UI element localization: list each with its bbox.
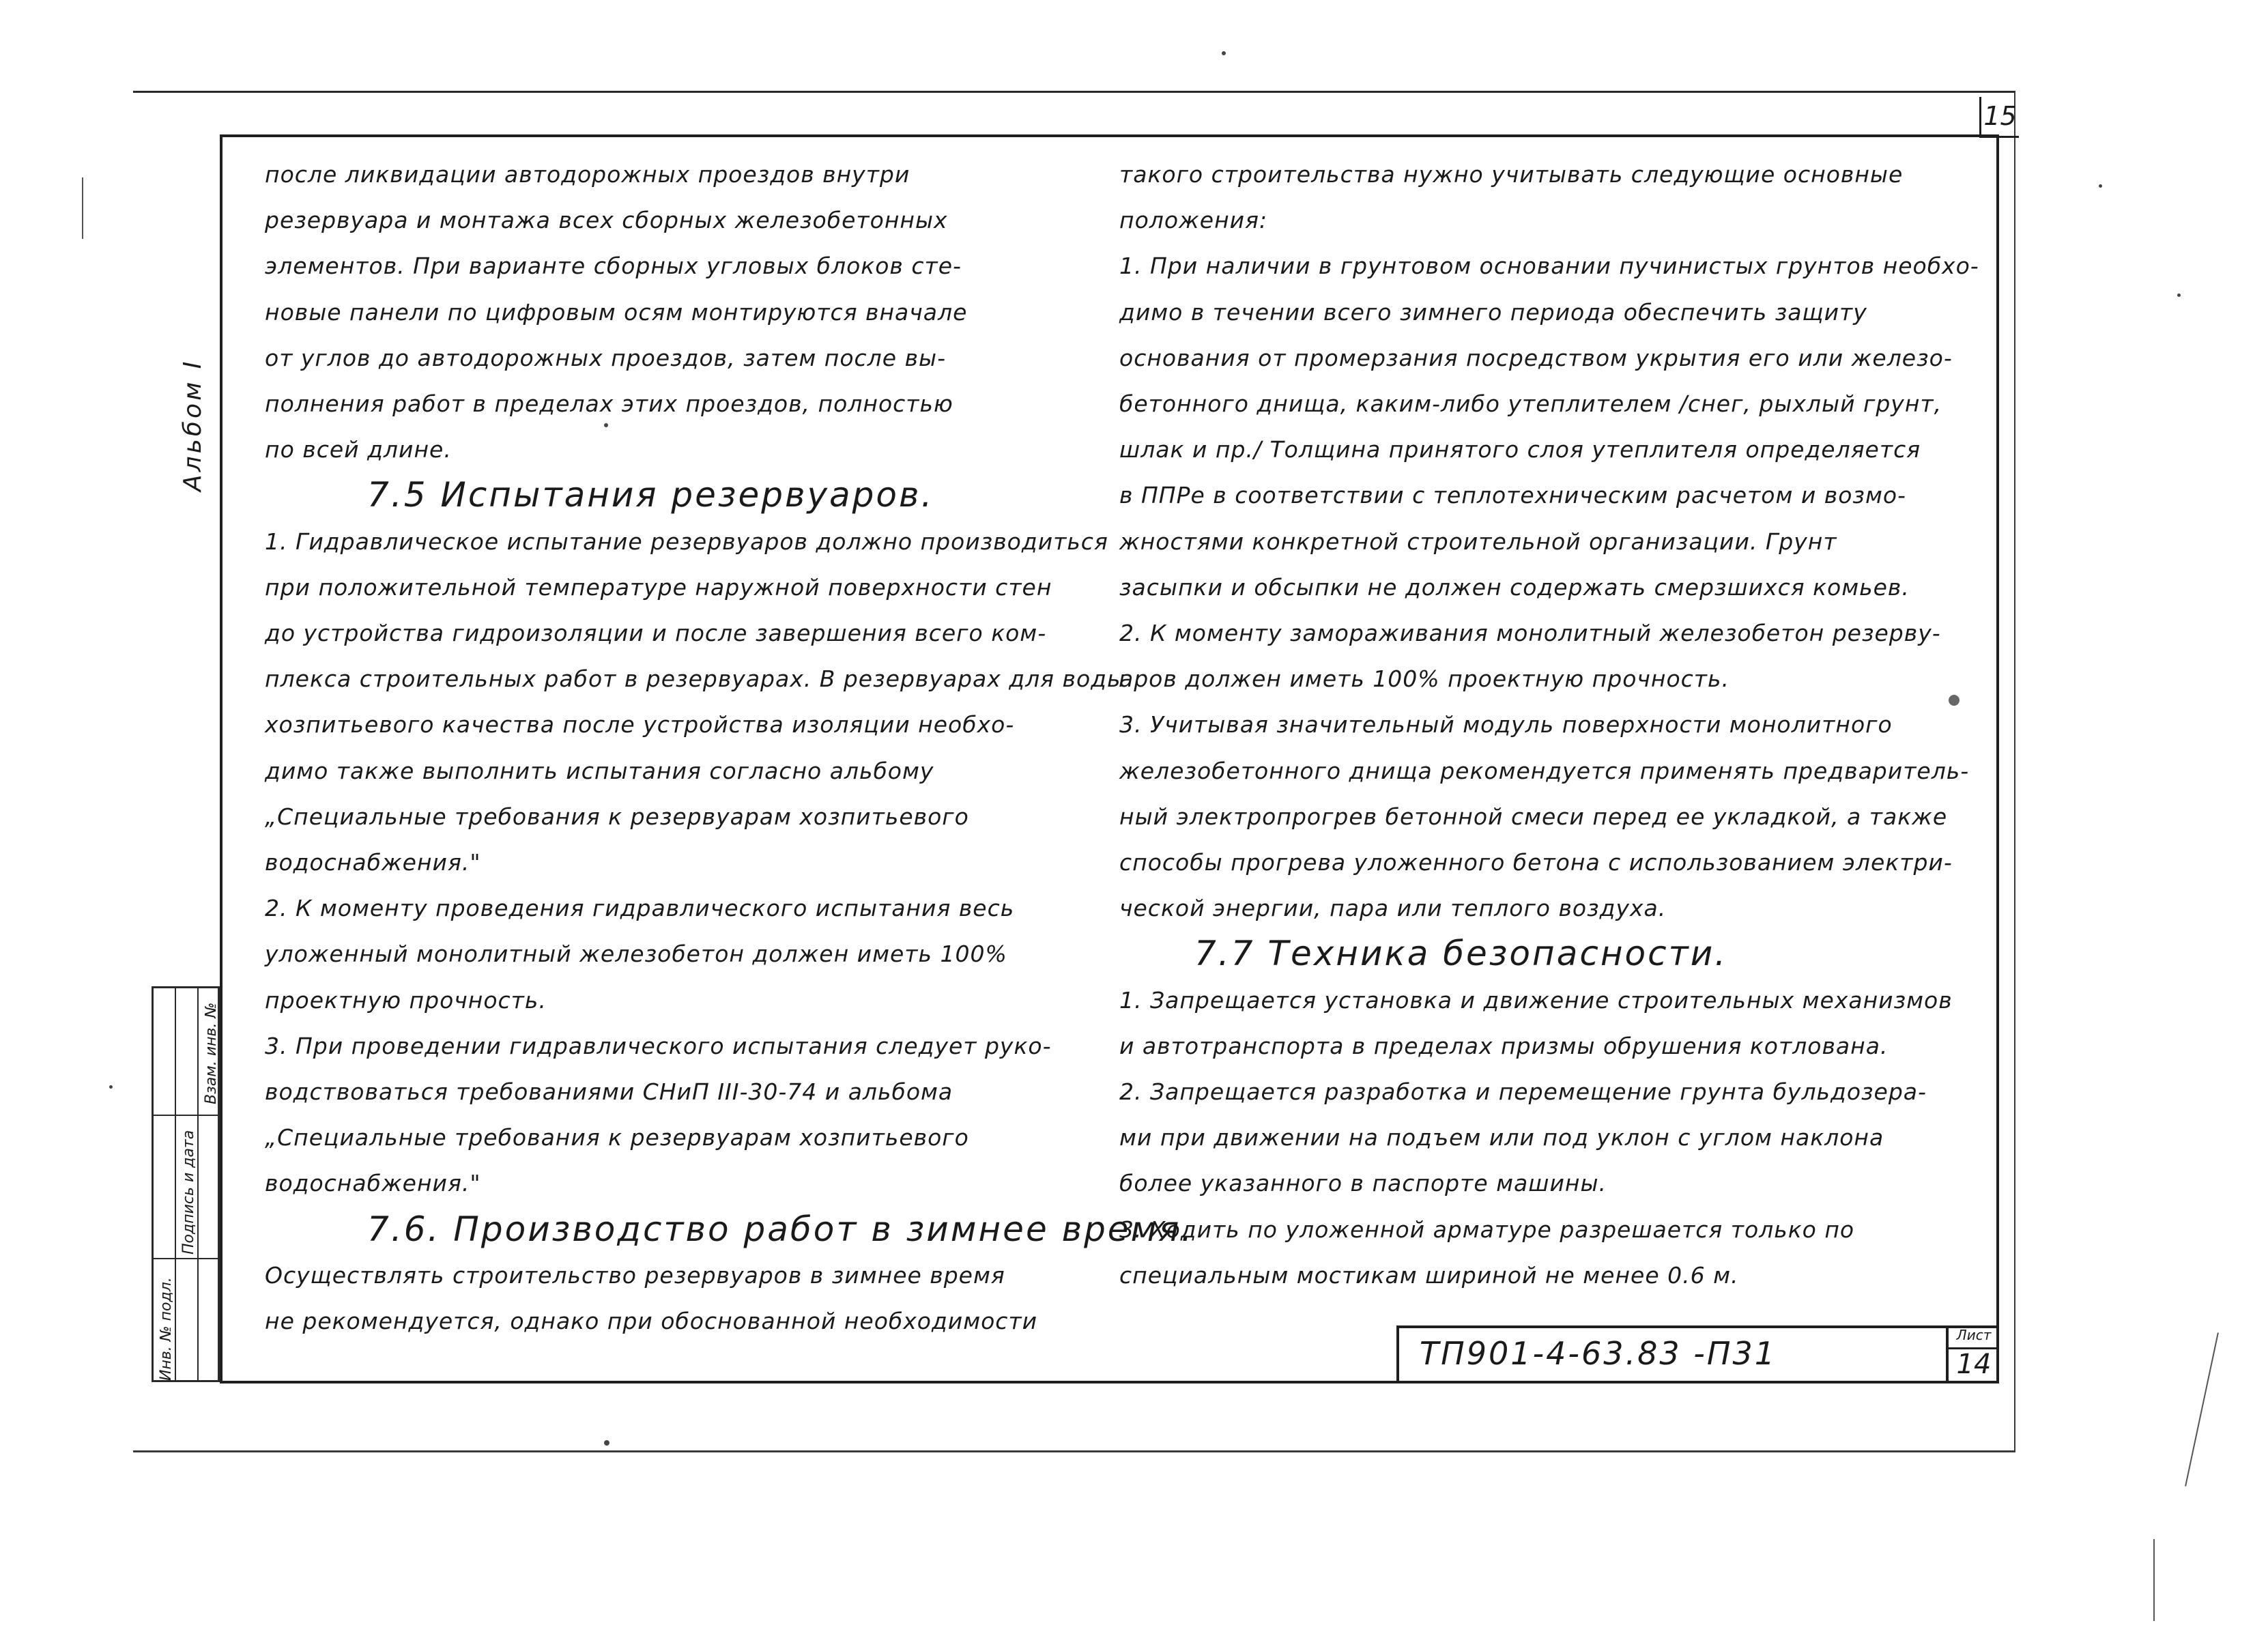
text-line: димо в течении всего зимнего периода обеспечить защиту — [1119, 298, 1867, 326]
text-line: и автотранспорта в пределах призмы обрушения котлована. — [1119, 1032, 1889, 1059]
text-line: после ликвидации автодорожных проездов внутри — [265, 161, 910, 188]
text-line: более указанного в паспорте машины. — [1119, 1170, 1607, 1197]
sheet-number: 14 — [1956, 1349, 1992, 1380]
stamp-text-replacement: Взам. инв. № — [203, 1002, 220, 1104]
text-line: хозпитьевого качества после устройства изоляции необхо- — [265, 711, 1015, 739]
text-line: „Специальные требования к резервуарам хозпитьевого — [265, 1124, 969, 1151]
scan-scratch — [82, 177, 83, 239]
text-line: способы прогрева уложенного бетона с использованием электри- — [1119, 849, 1953, 876]
text-line: новые панели по цифровым осям монтируются вначале — [265, 298, 968, 326]
text-line: по всей длине. — [265, 436, 452, 463]
scan-scratch — [2153, 1539, 2155, 1621]
stamp-column-replacement — [199, 988, 221, 1380]
text-line: специальным мостикам шириной не менее 0.6 м. — [1119, 1261, 1739, 1289]
stamp-text-signature: Подпись и дата — [180, 1130, 197, 1254]
text-line: Осуществлять строительство резервуаров в зимнее время — [265, 1261, 1005, 1289]
stamp-column-signature — [176, 988, 199, 1380]
scan-speck — [1222, 51, 1226, 55]
text-line: 3. При проведении гидравлического испытания следует руко- — [265, 1032, 1052, 1059]
text-line: 2. Запрещается разработка и перемещение грунта бульдозера- — [1119, 1078, 1927, 1106]
sheet-number-box — [1946, 1325, 1999, 1383]
text-line: аров должен иметь 100% проектную прочность. — [1119, 665, 1729, 693]
scan-speck — [2099, 184, 2102, 188]
text-line: проектную прочность. — [265, 986, 547, 1014]
text-line: шлак и пр./ Толщина принятого слоя утеплителя определяется — [1119, 436, 1921, 463]
side-stamp — [152, 986, 220, 1382]
text-line: бетонного днища, каким-либо утеплителем /снег, рыхлый грунт, — [1119, 390, 1942, 418]
text-line: 3. Ходить по уложенной арматуре разрешается только по — [1119, 1216, 1855, 1243]
text-line: 1. Гидравлическое испытание резервуаров должно производиться — [265, 528, 1108, 555]
text-line: 3. Учитывая значительный модуль поверхности монолитного — [1119, 711, 1893, 739]
scan-speck — [604, 423, 608, 427]
text-line: такого строительства нужно учитывать следующие основные — [1119, 161, 1904, 188]
text-line: элементов. При варианте сборных угловых блоков сте- — [265, 253, 962, 280]
text-line: ный электропрогрев бетонной смеси перед ее укладкой, а также — [1119, 803, 1948, 830]
text-line: ми при движении на подъем или под уклон с углом наклона — [1119, 1124, 1884, 1151]
text-line: до устройства гидроизоляции и после завершения всего ком- — [265, 620, 1047, 647]
text-line: жностями конкретной строительной организации. Грунт — [1119, 528, 1837, 555]
text-line: 2. К моменту проведения гидравлического испытания весь — [265, 895, 1015, 922]
text-line: „Специальные требования к резервуарам хозпитьевого — [265, 803, 969, 830]
text-line: в ППРе в соответствии с теплотехническим расчетом и возмо- — [1119, 482, 1906, 509]
sheet-label: Лист — [1949, 1327, 1999, 1349]
text-line: ческой энергии, пара или теплого воздуха. — [1119, 895, 1667, 922]
section-heading: 7.6. Производство работ в зимнее время. — [367, 1209, 1194, 1249]
text-line: водоснабжения." — [265, 1170, 481, 1197]
text-line: от углов до автодорожных проездов, затем после вы- — [265, 344, 946, 371]
text-line: димо также выполнить испытания согласно альбому — [265, 757, 934, 784]
stamp-column-inventory — [154, 988, 176, 1380]
scan-speck — [604, 1440, 609, 1446]
section-heading: 7.5 Испытания резервуаров. — [367, 475, 934, 515]
text-line: засыпки и обсыпки не должен содержать смерзшихся комьев. — [1119, 573, 1910, 601]
document-code: ТП901-4-63.83 -П31 — [1420, 1335, 1777, 1372]
top-sheet-number: 15 — [1979, 97, 2019, 138]
text-line: при положительной температуре наружной поверхности стен — [265, 573, 1052, 601]
title-block — [1396, 1325, 1999, 1383]
scan-speck — [2177, 293, 2181, 297]
stamp-divider — [154, 1115, 218, 1116]
text-line: уложенный монолитный железобетон должен иметь 100% — [265, 941, 1007, 968]
text-line: положения: — [1119, 207, 1268, 234]
album-label-area — [179, 348, 220, 491]
scan-speck — [1949, 695, 1960, 706]
text-line: водствоваться требованиями СНиП III-30-74 и альбома — [265, 1078, 953, 1106]
text-line: полнения работ в пределах этих проездов, полностью — [265, 390, 953, 418]
text-line: не рекомендуется, однако при обоснованной необходимости — [265, 1308, 1038, 1335]
scan-scratch — [2185, 1332, 2219, 1486]
scan-speck — [109, 1085, 113, 1089]
text-line: 2. К моменту замораживания монолитный железобетон резерву- — [1119, 620, 1941, 647]
text-line: 1. При наличии в грунтовом основании пучинистых грунтов необхо- — [1119, 253, 1979, 280]
section-heading: 7.7 Техника безопасности. — [1194, 934, 1728, 974]
album-label: Альбом I — [179, 358, 207, 491]
text-line: резервуара и монтажа всех сборных железобетонных — [265, 207, 948, 234]
text-line: основания от промерзания посредством укрытия его или железо- — [1119, 344, 1953, 371]
text-line: железобетонного днища рекомендуется применять предваритель- — [1119, 757, 1970, 784]
right-text-column — [1119, 152, 1979, 1298]
stamp-text-inventory: Инв. № подл. — [158, 1277, 175, 1381]
text-line: водоснабжения." — [265, 849, 481, 876]
text-line: плекса строительных работ в резервуарах. В резервуарах для воды — [265, 665, 1126, 693]
text-line: 1. Запрещается установка и движение строительных механизмов — [1119, 986, 1953, 1014]
stamp-divider — [154, 1258, 218, 1259]
